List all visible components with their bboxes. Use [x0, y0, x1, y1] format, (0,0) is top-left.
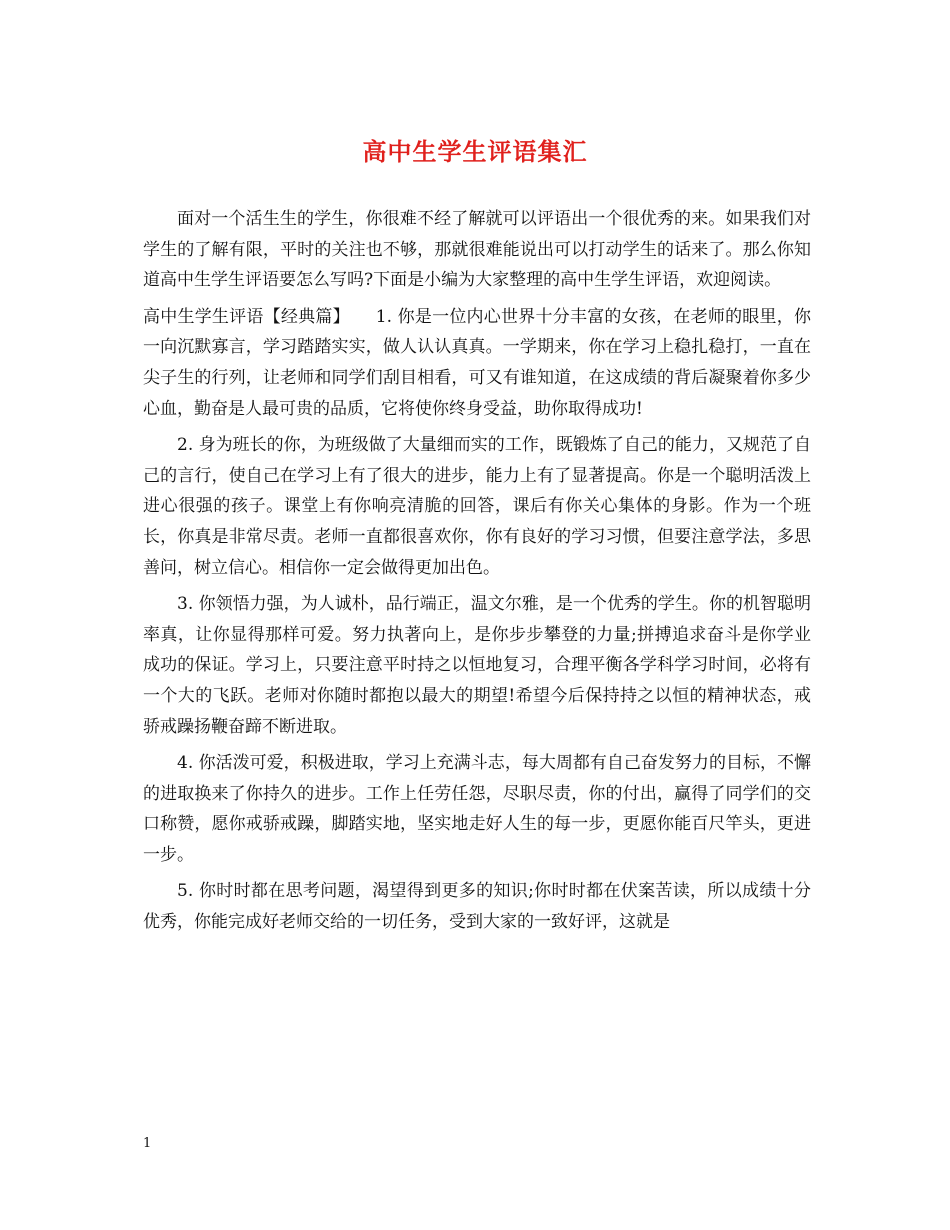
- page-number: 1: [143, 1136, 152, 1151]
- intro-paragraph: 面对一个活生生的学生，你很难不经了解就可以评语出一个很优秀的来。如果我们对学生的了解有限，平时的关注也不够，那就很难能说出可以打动学生的话来了。那么你知道高中生学生评语要怎么写吗?下面是小编为大家整理的高中生学生评语，欢迎阅读。: [143, 209, 811, 291]
- comment-paragraph-3: 3. 你领悟力强，为人诚朴，品行端正，温文尔雅，是一个优秀的学生。你的机智聪明率真，让你显得那样可爱。努力执著向上，是你步步攀登的力量;拼搏追求奋斗是你学业成功的保证。学习上，只要注意平时持之以恒地复习，合理平衡各学科学习时间，必将有一个大的飞跃。老师对你随时都抱以最大的期望!希望今后保持持之以恒的精神状态，戒骄戒躁扬鞭奋蹄不断进取。: [143, 594, 811, 737]
- comment-paragraph-5: 5. 你时时都在思考问题，渴望得到更多的知识;你时时都在伏案苦读，所以成绩十分优秀，你能完成好老师交给的一切任务，受到大家的一致好评，这就是: [143, 881, 811, 933]
- comment-paragraph-1: 高中生学生评语【经典篇】 1. 你是一位内心世界十分丰富的女孩，在老师的眼里，你一向沉默寡言，学习踏踏实实，做人认认真真。一学期来，你在学习上稳扎稳打，一直在尖子生的行列，让老师和同学们刮目相看，可又有谁知道，在这成绩的背后凝聚着你多少心血，勤奋是人最可贵的品质，它将使你终身受益，助你取得成功!: [143, 306, 811, 419]
- comment-paragraph-2: 2. 身为班长的你，为班级做了大量细而实的工作，既锻炼了自己的能力，又规范了自己的言行，使自己在学习上有了很大的进步，能力上有了显著提高。你是一个聪明活泼上进心很强的孩子。课堂上有你响亮清脆的回答，课后有你关心集体的身影。作为一个班长，你真是非常尽责。老师一直都很喜欢你，你有良好的学习习惯，但要注意学法，多思善问，树立信心。相信你一定会做得更加出色。: [143, 435, 811, 578]
- comment-paragraph-4: 4. 你活泼可爱，积极进取，学习上充满斗志，每大周都有自己奋发努力的目标，不懈的进取换来了你持久的进步。工作上任劳任怨，尽职尽责，你的付出，赢得了同学们的交口称赞，愿你戒骄戒躁，脚踏实地，坚实地走好人生的每一步，更愿你能百尺竿头，更进一步。: [143, 753, 811, 865]
- document-title: 高中生学生评语集汇: [362, 137, 588, 166]
- document-body: [143, 204, 811, 938]
